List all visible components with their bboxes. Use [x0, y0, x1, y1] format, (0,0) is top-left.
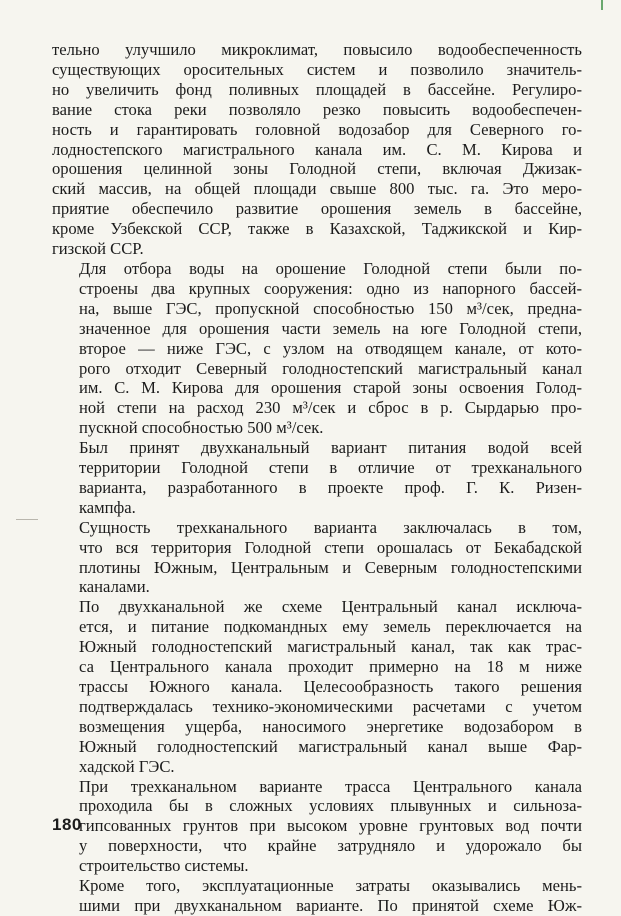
text-line: ский массив, на общей площади свыше 800 тыс. га. Это меро- [52, 179, 582, 199]
text-line: тельно улучшило микроклимат, повысило водообеспеченность [52, 40, 582, 59]
text-line: Южный голодностепский магистральный канал выше Фар- [79, 736, 582, 756]
text-line: гизской ССР. [52, 239, 144, 259]
text-line: Для отбора воды на орошение Голодной степи были по- [79, 258, 582, 278]
text-line: са Центрального канала проходит примерно на 18 м ниже [79, 657, 582, 677]
margin-mark [16, 519, 38, 520]
text-line: подтверждалась технико-экономическими расчетами с учетом [79, 696, 582, 716]
text-line: каналами. [79, 577, 150, 597]
text-line: ность и гарантировать головной водозабор для Северного го- [52, 119, 582, 139]
text-line: Сущность трехканального варианта заключалась в том, [79, 517, 582, 537]
page-edge-mark [601, 0, 603, 10]
text-line: гипсованных грунтов при высоком уровне грунтовых вод почти [79, 816, 582, 836]
paragraph [52, 777, 582, 877]
text-line: трассы Южного канала. Целесообразность такого решения [79, 677, 582, 696]
text-line: строительство системы. [79, 856, 249, 876]
text-line: но увеличить фонд поливных площадей в бассейне. Регулиро- [52, 79, 582, 99]
paragraph [52, 876, 582, 916]
text-line: приятие обеспечило развитие орошения земель в бассейне, [52, 199, 582, 219]
text-line: существующих оросительных систем и позволило значитель- [52, 59, 582, 79]
text-line: территории Голодной степи в отличие от трехканального [79, 458, 582, 478]
paragraph [52, 518, 582, 598]
text-line: у поверхности, что крайне затрудняло и удорожало бы [79, 836, 582, 856]
text-line: Был принят двухканальный вариант питания водой всей [79, 438, 582, 458]
text-line: орошения целинной зоны Голодной степи, включая Джизак- [52, 159, 582, 179]
text-line: рого отходит Северный голодностепский магистральный канал [79, 358, 582, 378]
text-line: По двухканальной же схеме Центральный канал исключа- [79, 597, 582, 617]
text-line: шими при двухканальном варианте. По принятой схеме Юж- [79, 895, 582, 915]
text-line: значенное для орошения части земель на юге Голодной степи, [79, 318, 582, 338]
text-line: возмещения ущерба, наносимого энергетике водозабором в [79, 716, 582, 736]
text-line: вание стока реки позволяло резко повысить водообеспечен- [52, 99, 582, 119]
text-line: Кроме того, эксплуатационные затраты оказывались мень- [79, 876, 582, 896]
text-line: кроме Узбекской ССР, также в Казахской, Таджикской и Кир- [52, 219, 582, 239]
page-body [52, 40, 582, 916]
text-line: им. С. М. Кирова для орошения старой зоны освоения Голод- [79, 378, 582, 398]
paragraph [52, 259, 582, 438]
text-line: на, выше ГЭС, пропускной способностью 150 м³/сек, предна- [79, 298, 582, 318]
text-line: проходила бы в сложных условиях плывунных и сильноза- [79, 796, 582, 816]
text-line: строены два крупных сооружения: одно из напорного бассей- [79, 278, 582, 298]
text-line: варианта, разработанного в проекте проф. Г. К. Ризен- [79, 477, 582, 497]
text-line: хадской ГЭС. [79, 756, 175, 776]
text-line: Южный голодностепский магистральный канал, так как трас- [79, 637, 582, 657]
paragraph [52, 597, 582, 776]
text-line: При трехканальном варианте трасса Центрального канала [79, 776, 582, 796]
paragraph [52, 40, 582, 259]
paragraph [52, 438, 582, 518]
text-line: второе — ниже ГЭС, с узлом на отводящем канале, от кото- [79, 338, 582, 358]
text-line: что вся территория Голодной степи орошалась от Бекабадской [79, 537, 582, 557]
text-line: ной степи на расход 230 м³/сек и сброс в р. Сырдарью про- [79, 398, 582, 418]
text-line: пускной способностью 500 м³/сек. [79, 418, 324, 438]
page-number: 180 [52, 815, 82, 834]
text-line: ется, и питание подкомандных ему земель переключается на [79, 617, 582, 637]
text-line: плотины Южным, Центральным и Северным голодностепскими [79, 557, 582, 577]
text-line: кампфа. [79, 497, 136, 517]
text-line: лодностепского магистрального канала им. С. М. Кирова и [52, 139, 582, 159]
